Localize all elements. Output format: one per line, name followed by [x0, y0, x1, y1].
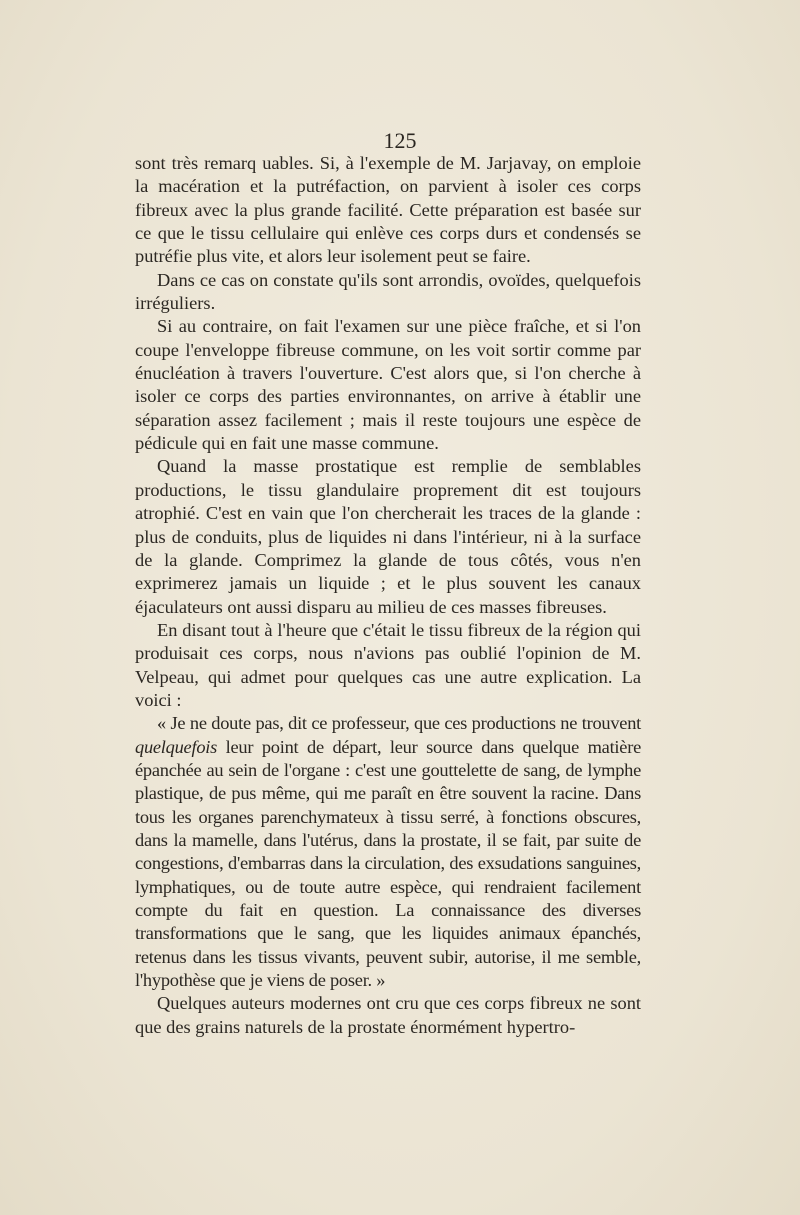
body-text [135, 152, 641, 1039]
paragraph-3: Si au contraire, on fait l'examen sur une pièce fraîche, et si l'on coupe l'enveloppe fibreuse commune, on les voit sortir comme par énucléation à travers l'ouverture. C'est alors que, si l'on cherche à isoler ce corps des parties environnantes, on arrive à établir une séparation assez facilement ; mais il reste toujours une espèce de pédicule qui en fait une masse commune. [135, 316, 641, 454]
closing-paragraph: Quelques auteurs modernes ont cru que ces corps fibreux ne sont que des grains naturels de la prostate énormément hypertro- [135, 993, 641, 1037]
paragraph-1: sont très remarq uables. Si, à l'exemple de M. Jarjavay, on emploie la macération et la putréfaction, on parvient à isoler ces corps fibreux avec la plus grande facilité. Cette préparation est basée sur ce que le tissu cellulaire qui enlève ces corps durs et condensés se putréfie plus vite, et alors leur isolement peut se faire. [135, 153, 641, 267]
quote-text-end: leur point de départ, leur source dans quelque matière épanchée au sein de l'organe : c'est une gouttelette de sang, de lymphe plastique, de pus même, qui me paraît en être souvent la racine. Dans tous les organes parenchymateux à tissu serré, à fonctions obscures, dans la mamelle, dans l'utérus, dans la prostate, il se fait, par suite de congestions, d'embarras dans la circulation, des exsudations sanguines, lymphatiques, ou de toute autre espèce, qui rendraient facilement compte du fait en question. La connaissance des diverses transformations que le sang, que les liquides animaux épanchés, retenus dans les tissus vivants, peuvent subir, autorise, il me semble, l'hypothèse que je viens de poser. » [135, 736, 641, 991]
quotation-paragraph [135, 712, 641, 992]
paragraph-4: Quand la masse prostatique est remplie de semblables productions, le tissu glandulaire proprement dit est toujours atrophié. C'est en vain que l'on chercherait les traces de la glande : plus de conduits, plus de liquides ni dans l'intérieur, ni à la surface de la glande. Comprimez la glande de tous côtés, vous n'en exprimerez jamais un liquide ; et le plus souvent les canaux éjaculateurs ont aussi disparu au milieu de ces masses fibreuses. [135, 456, 641, 617]
paragraph-5: En disant tout à l'heure que c'était le tissu fibreux de la région qui produisait ces corps, nous n'avions pas oublié l'opinion de M. Velpeau, qui admet pour quelques cas une autre explication. La voici : [135, 619, 641, 710]
paragraph-2: Dans ce cas on constate qu'ils sont arrondis, ovoïdes, quelquefois irréguliers. [135, 269, 641, 314]
quote-text-start: « Je ne doute pas, dit ce professeur, que ces productions ne trouvent [157, 713, 641, 734]
page-number: 125 [383, 128, 417, 153]
quote-italic-word: quelquefois [135, 736, 218, 757]
